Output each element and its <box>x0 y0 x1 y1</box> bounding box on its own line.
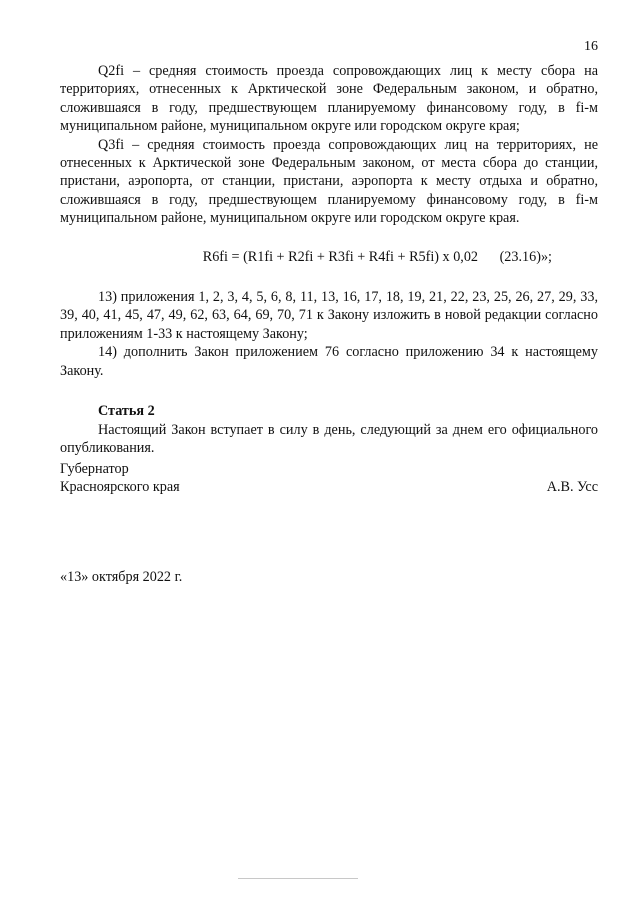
formula-number: (23.16)»; <box>499 248 552 265</box>
paragraph-q2fi: Q2fi – средняя стоимость проезда сопровождающих лиц к месту сбора на территориях, отнесенных к Арктической зоне Федеральным законом, и обратно, сложившаяся в году, предшествующем планируемому финансовому году, в fi-м муниципальном районе, муниципальном округе или городском округе края; <box>60 63 598 135</box>
signer-name: А.В. Усс <box>546 479 598 496</box>
scan-artifact-line <box>238 878 358 879</box>
article-heading: Статья 2 <box>98 403 155 420</box>
signer-title-line2: Красноярского края <box>60 479 180 496</box>
paragraph-item-14: 14) дополнить Закон приложением 76 согласно приложению 34 к настоящему Закону. <box>60 344 598 379</box>
formula-expression: R6fi = (R1fi + R2fi + R3fi + R4fi + R5fi) x 0,02 <box>202 248 479 265</box>
signer-title-line1: Губернатор <box>60 461 129 477</box>
page-number: 16 <box>584 39 598 54</box>
paragraph-item-13: 13) приложения 1, 2, 3, 4, 5, 6, 8, 11, 13, 16, 17, 18, 19, 21, 22, 23, 25, 26, 27, 29, 33, 39, 40, 41, 45, 47, 49, 62, 63, 64, 69, 70, 71 к Закону изложить в новой редакции согласно приложениям 1-33 к настоящему Закону; <box>60 289 598 342</box>
document-date: «13» октября 2022 г. <box>60 569 183 585</box>
article-text: Настоящий Закон вступает в силу в день, следующий за днем его официального опубликования. <box>60 421 598 456</box>
paragraph-q3fi: Q3fi – средняя стоимость проезда сопровождающих лиц на территориях, не отнесенных к Арктической зоне Федеральным законом, от места сбора до станции, пристани, аэропорта, от станции, пристани, аэропорта к месту отдыха и обратно, сложившаяся в году, предшествующем планируемому финансовому году, в fi-м муниципальном районе, муниципальном округе или городском округе края. <box>60 136 598 227</box>
signature-block <box>60 460 598 497</box>
formula-line <box>60 248 598 266</box>
document-body <box>60 62 598 457</box>
